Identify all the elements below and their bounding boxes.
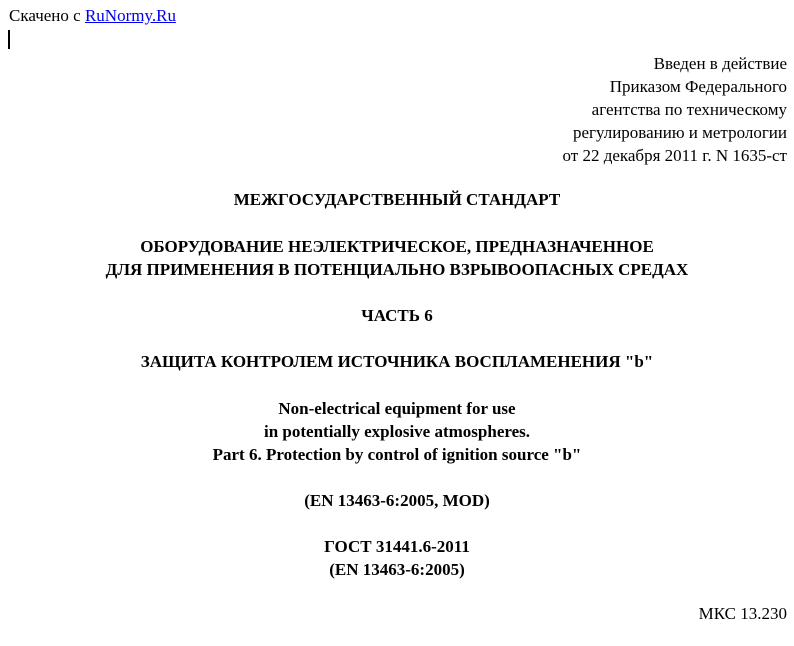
part-heading: ЧАСТЬ 6 (361, 306, 433, 325)
title-en-line-3: Part 6. Protection by control of ignition source "b" (212, 445, 582, 464)
gost-number: ГОСТ 31441.6-2011 (324, 537, 470, 556)
source-link[interactable]: RuNormy.Ru (84, 6, 176, 25)
text-cursor (8, 30, 10, 49)
title-en-line-2: in potentially explosive atmospheres. (263, 422, 531, 441)
approval-block (367, 52, 787, 167)
title-ru-line-2: ДЛЯ ПРИМЕНЕНИЯ В ПОТЕНЦИАЛЬНО ВЗРЫВООПАСНЫХ СРЕДАХ (105, 260, 689, 279)
approval-line: регулированию и метрологии (572, 123, 787, 142)
approval-line: Введен в действие (653, 54, 787, 73)
approval-line: агентства по техническому (591, 100, 787, 119)
approval-line: от 22 декабря 2011 г. N 1635-ст (562, 146, 787, 165)
mks-code: МКС 13.230 (698, 604, 787, 623)
standard-type: МЕЖГОСУДАРСТВЕННЫЙ СТАНДАРТ (233, 190, 561, 209)
approval-line: Приказом Федерального (609, 77, 787, 96)
source-prefix: Скачено с (9, 6, 85, 25)
source-line (9, 6, 176, 26)
en-reference-mod: (EN 13463-6:2005, MOD) (304, 491, 490, 510)
title-en-line-1: Non-electrical equipment for use (278, 399, 516, 418)
en-reference: (EN 13463-6:2005) (329, 560, 465, 579)
title-ru-line-1: ОБОРУДОВАНИЕ НЕЭЛЕКТРИЧЕСКОЕ, ПРЕДНАЗНАЧЕННОЕ (140, 237, 654, 256)
subtitle-ru: ЗАЩИТА КОНТРОЛЕМ ИСТОЧНИКА ВОСПЛАМЕНЕНИЯ "b" (140, 352, 654, 371)
